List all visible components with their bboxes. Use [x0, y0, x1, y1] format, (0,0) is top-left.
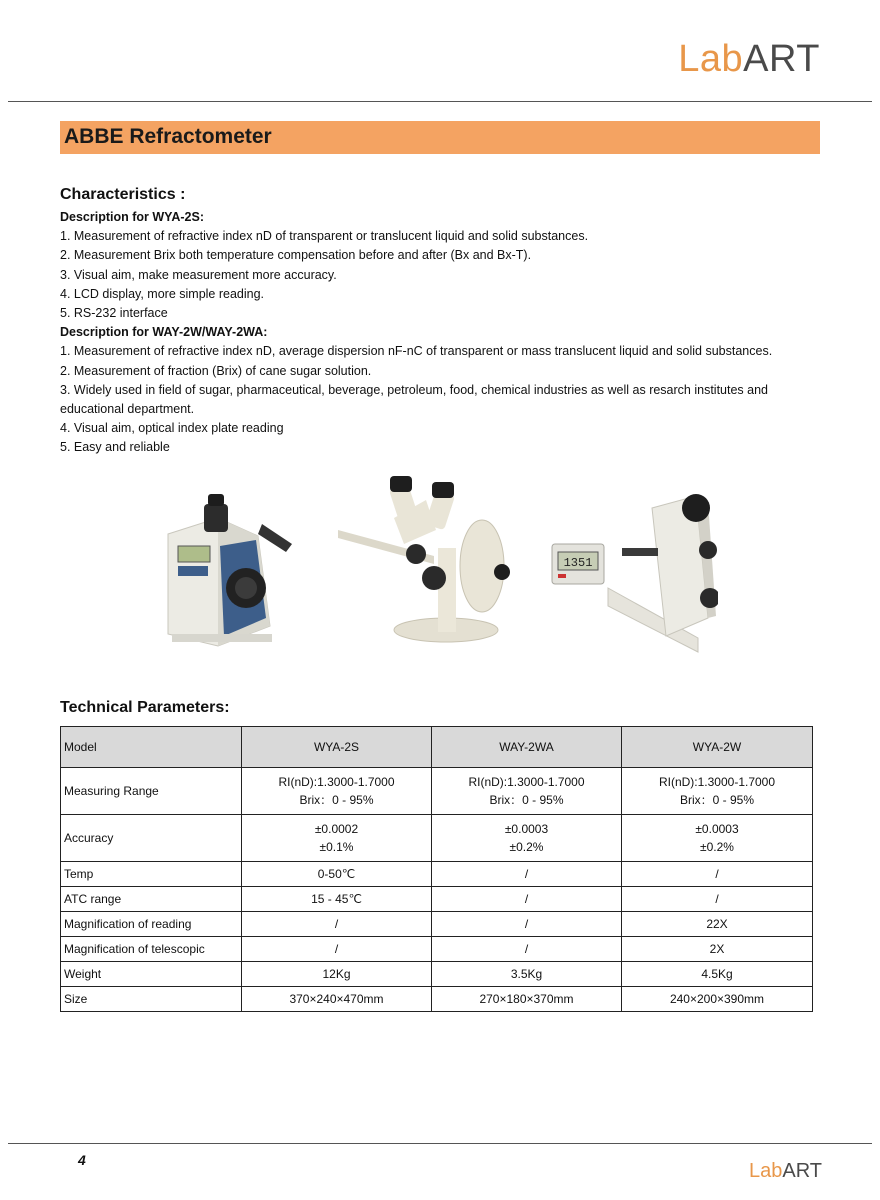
- cell-line: ±0.2%: [509, 840, 544, 854]
- footer-logo: [749, 1160, 822, 1183]
- cell-line: RI(nD):1.3000-1.7000: [468, 775, 585, 789]
- cell-line: ±0.0003: [504, 822, 549, 836]
- wya-2s-refractometer-image: [158, 486, 298, 656]
- column-header: WYA-2W: [622, 727, 813, 768]
- wya-2w-refractometer-image: [548, 488, 718, 656]
- table-cell: /: [432, 937, 622, 962]
- table-cell: [622, 815, 813, 862]
- column-header: WAY-2WA: [432, 727, 622, 768]
- table-cell: [622, 768, 813, 815]
- title-banner: [60, 121, 820, 154]
- digital-display-reading: 1351: [563, 556, 593, 570]
- cell-line: ±0.0003: [695, 822, 739, 836]
- table-header-row: [61, 727, 813, 768]
- list-item: 5. RS-232 interface: [60, 306, 168, 321]
- table-cell: /: [432, 912, 622, 937]
- table-cell: [242, 815, 432, 862]
- table-cell: [242, 768, 432, 815]
- cell-line: Brix：0 - 95%: [489, 793, 564, 807]
- logo-art-text: ART: [782, 1160, 822, 1182]
- table-row: [61, 912, 813, 937]
- row-label: Weight: [61, 962, 242, 987]
- list-item: 1. Measurement of refractive index nD of transparent or translucent liquid and solid substances.: [60, 229, 589, 244]
- table-cell: /: [432, 862, 622, 887]
- list-item: 5. Easy and reliable: [60, 440, 170, 455]
- table-row: [61, 768, 813, 815]
- list-item: 3. Widely used in field of sugar, pharmaceutical, beverage, petroleum, food, chemical industries as well as resarch institutes and educational department.: [60, 382, 769, 417]
- logo-lab-text: Lab: [748, 1160, 783, 1182]
- tech-params-heading: Technical Parameters:: [60, 699, 230, 716]
- table-cell: [432, 768, 622, 815]
- table-cell: 270×180×370mm: [432, 987, 622, 1012]
- table-cell: 12Kg: [242, 962, 432, 987]
- characteristics-heading: Characteristics :: [60, 186, 186, 203]
- table-cell: /: [242, 937, 432, 962]
- table-cell: /: [622, 887, 813, 912]
- list-item: 3. Visual aim, make measurement more accuracy.: [60, 267, 337, 282]
- characteristics-section: [60, 208, 820, 458]
- table-cell: [432, 815, 622, 862]
- row-label: Magnification of telescopic: [61, 937, 242, 962]
- table-row: [61, 887, 813, 912]
- page-title: ABBE Refractometer: [64, 125, 272, 148]
- table-row: [61, 962, 813, 987]
- row-label: Magnification of reading: [61, 912, 242, 937]
- way2w-description-title: Description for WAY-2W/WAY-2WA:: [60, 325, 268, 340]
- logo-lab-text: Lab: [678, 38, 744, 80]
- list-item: 4. Visual aim, optical index plate reading: [60, 421, 284, 436]
- cell-line: ±0.2%: [700, 840, 734, 854]
- cell-line: Brix：0 - 95%: [299, 793, 374, 807]
- footer-divider: [8, 1143, 872, 1144]
- table-cell: 3.5Kg: [432, 962, 622, 987]
- table-row: [61, 862, 813, 887]
- table-cell: 0-50℃: [242, 862, 432, 887]
- table-cell: 4.5Kg: [622, 962, 813, 987]
- table-cell: /: [622, 862, 813, 887]
- header-divider: [8, 101, 872, 102]
- table-cell: /: [432, 887, 622, 912]
- table-cell: 22X: [622, 912, 813, 937]
- cell-line: ±0.0002: [314, 822, 359, 836]
- row-label: Temp: [61, 862, 242, 887]
- cell-line: RI(nD):1.3000-1.7000: [658, 775, 776, 789]
- table-row: [61, 987, 813, 1012]
- list-item: 2. Measurement of fraction (Brix) of cane sugar solution.: [60, 363, 372, 378]
- cell-line: Brix：0 - 95%: [679, 793, 755, 807]
- column-header: WYA-2S: [242, 727, 432, 768]
- way-2wa-refractometer-image: [334, 470, 524, 654]
- wya2s-description-title: Description for WYA-2S:: [60, 210, 205, 224]
- table-row: [61, 937, 813, 962]
- table-cell: 15 - 45℃: [242, 887, 432, 912]
- table-cell: 240×200×390mm: [622, 987, 813, 1012]
- cell-line: RI(nD):1.3000-1.7000: [278, 775, 395, 789]
- row-label: ATC range: [61, 887, 242, 912]
- cell-line: ±0.1%: [319, 840, 354, 854]
- table-cell: 370×240×470mm: [242, 987, 432, 1012]
- tech-params-table: [60, 726, 813, 1012]
- row-label: Accuracy: [61, 815, 242, 862]
- row-label: Measuring Range: [61, 768, 242, 815]
- table-cell: /: [242, 912, 432, 937]
- page-number: 4: [78, 1152, 86, 1168]
- list-item: 2. Measurement Brix both temperature compensation before and after (Bx and Bx-T).: [60, 248, 532, 263]
- table-row: [61, 815, 813, 862]
- labart-logo: [678, 38, 820, 81]
- logo-art-text: ART: [743, 38, 820, 80]
- row-label: Size: [61, 987, 242, 1012]
- table-cell: 2X: [622, 937, 813, 962]
- column-header: Model: [61, 727, 242, 768]
- list-item: 1. Measurement of refractive index nD, average dispersion nF-nC of transparent or mass translucent liquid and solid substances.: [60, 344, 773, 359]
- list-item: 4. LCD display, more simple reading.: [60, 286, 265, 301]
